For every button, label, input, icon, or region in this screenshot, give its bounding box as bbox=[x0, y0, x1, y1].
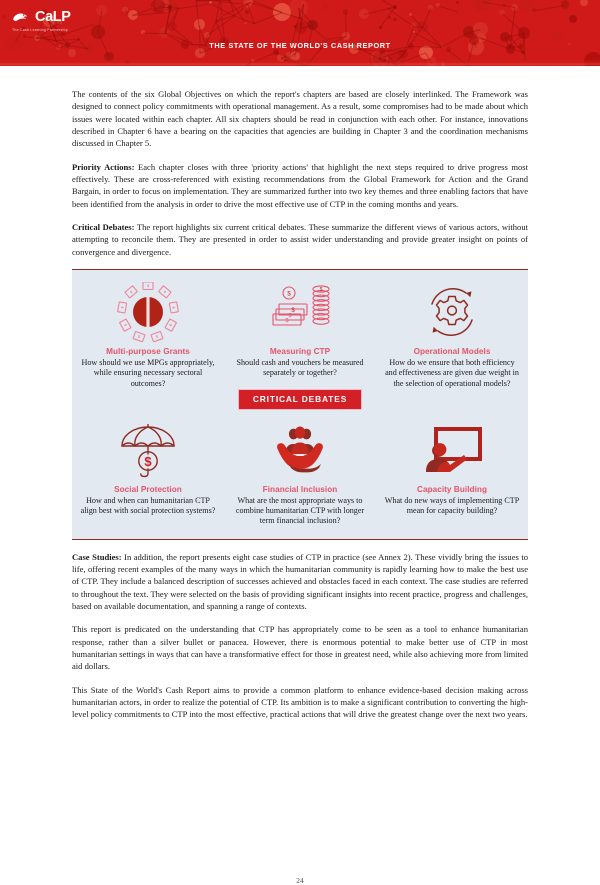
social-protection-umbrella-icon bbox=[115, 422, 181, 480]
report-aim-text: This State of the World's Cash Report aims to provide a common platform to enhance evidence-based decision making across humanitarian actors, in order to realize the potential of CTP. Its ambition is to make a significant contribution to converting the high-level policy commitments to CTP into the most effective, practical actions that will drive the greatest change over the next two years. bbox=[72, 684, 528, 720]
debate-item-operational-models bbox=[376, 280, 528, 410]
svg-text:$: $ bbox=[319, 287, 323, 294]
debate-title: Multi-purpose Grants bbox=[106, 347, 190, 357]
svg-text:$: $ bbox=[147, 284, 149, 289]
debate-title: Financial Inclusion bbox=[262, 485, 338, 495]
svg-text:$: $ bbox=[155, 334, 159, 339]
paragraph-case-studies bbox=[72, 551, 528, 613]
paragraph-critical-debates bbox=[72, 221, 528, 258]
page-header bbox=[0, 0, 600, 66]
paragraph-intro-text: The contents of the six Global Objectives on which the report's chapters are based are closely interlinked. The Framework was designed to connect policy commitments with operational management. As a result, some compromises had to be made about which issues were located within each chapter. All six chapters should be read in conjunction with each other. For instance, innovations described in Chapter 6 have a bearing on the capacities that agencies are building in Chapter 3 and the coordination mechanisms discussed in Chapter 5. bbox=[72, 89, 528, 149]
content-column bbox=[72, 88, 528, 732]
debate-text: Should cash and vouchers be measured separately or together? bbox=[236, 358, 364, 378]
svg-text:$: $ bbox=[123, 323, 128, 327]
svg-text:$: $ bbox=[171, 306, 176, 309]
debate-title: Capacity Building bbox=[417, 485, 487, 495]
critical-debates-lead: Critical Debates: bbox=[72, 222, 135, 233]
svg-text:$: $ bbox=[168, 323, 173, 327]
svg-text:$: $ bbox=[137, 334, 141, 339]
paragraph-report-premise bbox=[72, 623, 528, 672]
svg-text:$: $ bbox=[285, 318, 289, 325]
header-pattern bbox=[0, 0, 600, 66]
report-premise-text: This report is predicated on the understanding that CTP has appropriately come to be seen as a tool to enhance humanitarian response, rather than a silver bullet or panacea. However, there is enormous potential to make better use of CTP in most humanitarian settings in ways that can have a transformative effect for those in greatest need, while also achieving more from limited aid dollars. bbox=[72, 624, 528, 672]
debate-item-multi-purpose-grants bbox=[72, 280, 224, 410]
svg-text:$: $ bbox=[291, 308, 295, 315]
infographic-row-1 bbox=[72, 280, 528, 410]
priority-actions-lead: Priority Actions: bbox=[72, 161, 135, 172]
header-fade bbox=[0, 59, 600, 66]
debate-text: What are the most appropriate ways to combine humanitarian CTP with longer term financial inclusion? bbox=[235, 496, 365, 526]
critical-debates-banner: CRITICAL DEBATES bbox=[238, 389, 362, 411]
svg-text:$: $ bbox=[162, 290, 167, 295]
capacity-building-whiteboard-icon bbox=[418, 422, 486, 480]
svg-text:$: $ bbox=[144, 453, 152, 469]
debate-text: How should we use MPGs appropriately, while ensuring necessary sectoral outcomes? bbox=[81, 358, 215, 388]
priority-actions-text: Each chapter closes with three 'priority actions' that highlight the next steps required to drive progress most effectively. These are cross-referenced with existing recommendations from the Global Framework for Action and the Grand Bargain, in order to focus on implementation. They are summarized further into two key themes and three enabling factors that have been identified from the analysis in order to drive the most effective use of CTP in the coming months and years. bbox=[72, 161, 528, 209]
page-number: 24 bbox=[296, 876, 304, 885]
debate-item-measuring-ctp bbox=[224, 280, 376, 410]
report-title: THE STATE OF THE WORLD'S CASH REPORT bbox=[209, 41, 391, 50]
paragraph-intro bbox=[72, 88, 528, 150]
debate-text: What do new ways of implementing CTP mean for capacity building? bbox=[384, 496, 520, 516]
paragraph-report-aim bbox=[72, 684, 528, 721]
financial-inclusion-hands-icon bbox=[267, 422, 333, 480]
critical-debates-infographic bbox=[72, 269, 528, 540]
calp-logo bbox=[11, 10, 70, 32]
calp-logo-wordmark: CaLP bbox=[35, 9, 71, 26]
critical-debates-text: The report highlights six current critical debates. These summarize the different views of various actors, without attempting to reconcile them. They are presented in order to assist wider understanding and provide greater insight on points of convergence and divergence. bbox=[72, 222, 528, 257]
svg-text:$: $ bbox=[287, 291, 291, 298]
critical-debates-banner-wrap bbox=[238, 389, 362, 411]
debate-item-capacity-building bbox=[376, 422, 528, 527]
infographic-row-2 bbox=[72, 422, 528, 527]
debate-item-financial-inclusion bbox=[224, 422, 376, 527]
operational-models-gear-icon bbox=[417, 280, 487, 342]
debate-title: Measuring CTP bbox=[269, 347, 331, 357]
debate-item-social-protection bbox=[72, 422, 224, 527]
calp-bird-logo-icon bbox=[11, 10, 32, 25]
svg-text:$: $ bbox=[129, 290, 134, 295]
debate-title: Operational Models bbox=[413, 347, 491, 357]
paragraph-priority-actions bbox=[72, 161, 528, 210]
svg-text:$: $ bbox=[120, 306, 125, 309]
calp-logo-tagline: The Cash Learning Partnership bbox=[12, 27, 68, 32]
debate-text: How do we ensure that both efficiency and effectiveness are given due weight in the selection of operational models? bbox=[385, 358, 519, 388]
case-studies-lead: Case Studies: bbox=[72, 551, 122, 562]
measuring-ctp-coins-icon bbox=[265, 280, 335, 342]
case-studies-text: In addition, the report presents eight case studies of CTP in practice (see Annex 2). These vividly bring the issues to life, offering recent examples of the many ways in which the humanitarian community is rapidly learning how to make the best use of CTP. They include a balanced description of successes achieved and obstacles faced in each context. The case studies are referred to throughout the text. They were selected on the basis of providing significant insights into recent practice, progress and challenges, based on available documentation, and spanning a range of contexts. bbox=[72, 551, 528, 612]
debate-title: Social Protection bbox=[114, 485, 182, 495]
debate-text: How and when can humanitarian CTP align best with social protection systems? bbox=[80, 496, 216, 516]
multi-purpose-grants-icon bbox=[111, 280, 185, 342]
svg-text:$: $ bbox=[288, 313, 292, 320]
